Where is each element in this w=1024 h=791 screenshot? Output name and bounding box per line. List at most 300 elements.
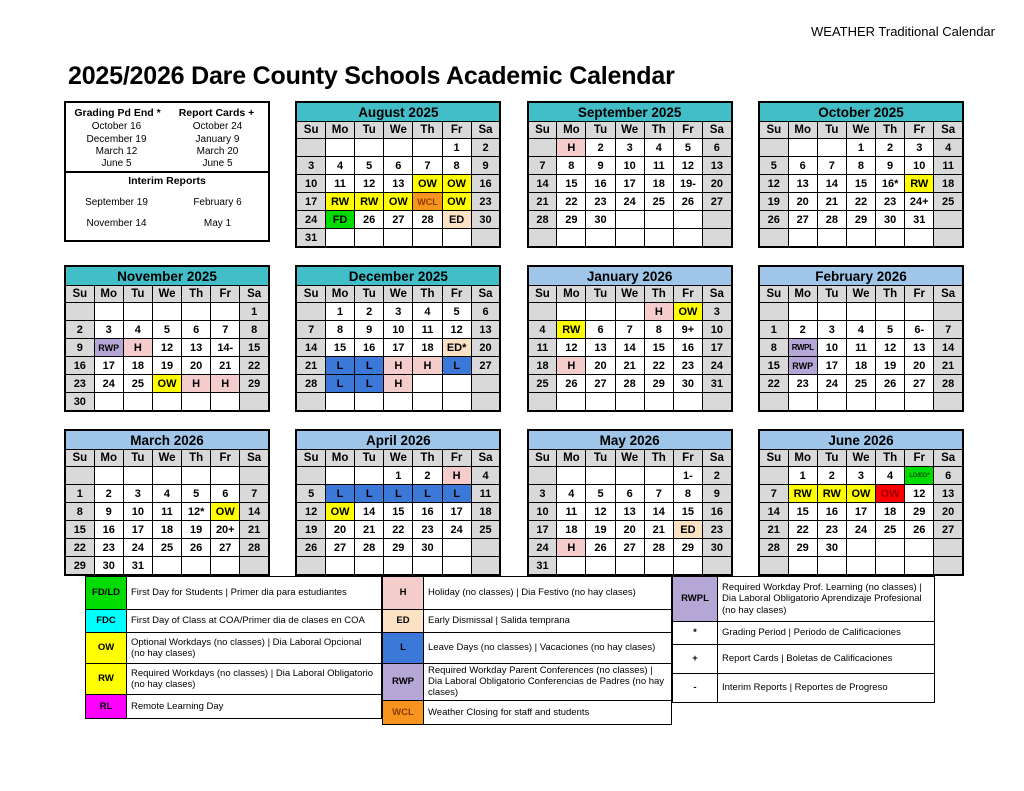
- empty-day-cell: [471, 375, 500, 393]
- weekday-header: Su: [296, 286, 325, 303]
- event-cell-rw: RW: [325, 193, 354, 211]
- day-cell: 19: [876, 357, 905, 375]
- day-cell: 10: [615, 157, 644, 175]
- calendar-row-3: [64, 429, 964, 576]
- month-calendar-march-2026: [64, 429, 270, 576]
- month-calendar-may-2026: [527, 429, 733, 576]
- day-cell: 12: [355, 175, 384, 193]
- empty-day-cell: [442, 393, 471, 412]
- day-cell: 3: [296, 157, 325, 175]
- empty-day-cell: [846, 393, 875, 412]
- empty-day-cell: [788, 229, 817, 248]
- day-cell: 7: [644, 485, 673, 503]
- day-cell: 31: [703, 375, 732, 393]
- day-cell: 4: [528, 321, 557, 339]
- empty-day-cell: [644, 557, 673, 576]
- empty-day-cell: [211, 393, 240, 412]
- weekday-header: We: [615, 450, 644, 467]
- day-cell: 23: [817, 521, 846, 539]
- day-cell: 20: [182, 357, 211, 375]
- day-cell: 26: [673, 193, 702, 211]
- interim-date: May 1: [203, 217, 232, 229]
- day-cell: 2: [703, 467, 732, 485]
- weekday-header: Th: [182, 286, 211, 303]
- day-cell: 17: [615, 175, 644, 193]
- weekday-header: Sa: [934, 286, 963, 303]
- day-cell: 29: [240, 375, 269, 393]
- interim-date: February 6: [193, 197, 242, 208]
- day-cell: 3: [817, 321, 846, 339]
- empty-day-cell: [817, 303, 846, 321]
- day-cell: 24: [442, 521, 471, 539]
- empty-day-cell: [296, 393, 325, 412]
- empty-day-cell: [934, 303, 963, 321]
- legend-description: Weather Closing for staff and students: [424, 700, 672, 724]
- day-cell: 1: [384, 467, 413, 485]
- day-cell: 23: [94, 539, 123, 557]
- empty-day-cell: [182, 557, 211, 576]
- day-cell: 29: [65, 557, 94, 576]
- day-cell: 15: [673, 503, 702, 521]
- day-cell: 24: [817, 375, 846, 393]
- day-cell: 20+: [211, 521, 240, 539]
- day-cell: 12*: [182, 503, 211, 521]
- legend-key-fdc: FDC: [86, 610, 127, 633]
- empty-day-cell: [759, 557, 788, 576]
- month-calendar-february-2026: [758, 265, 964, 412]
- day-cell: 13: [905, 339, 934, 357]
- empty-day-cell: [442, 539, 471, 557]
- day-cell: 2: [586, 139, 615, 157]
- day-cell: 30: [673, 375, 702, 393]
- weekday-header: Th: [413, 450, 442, 467]
- event-cell-ow: OW: [442, 193, 471, 211]
- empty-day-cell: [296, 467, 325, 485]
- interim-rows: [66, 188, 268, 241]
- day-cell: 10: [384, 321, 413, 339]
- weekday-header: Fr: [673, 286, 702, 303]
- empty-day-cell: [123, 393, 152, 412]
- day-cell: 12: [152, 339, 181, 357]
- event-cell-wcl: WCL: [413, 193, 442, 211]
- day-cell: 16: [471, 175, 500, 193]
- day-cell: 5: [673, 139, 702, 157]
- day-cell: 28: [296, 375, 325, 393]
- empty-day-cell: [644, 229, 673, 248]
- empty-day-cell: [846, 229, 875, 248]
- empty-day-cell: [557, 393, 586, 412]
- day-cell: 5: [442, 303, 471, 321]
- day-cell: 6-: [905, 321, 934, 339]
- day-cell: 4: [325, 157, 354, 175]
- day-cell: 6: [586, 321, 615, 339]
- day-cell: 8: [673, 485, 702, 503]
- day-cell: 20: [471, 339, 500, 357]
- day-cell: 25: [123, 375, 152, 393]
- day-cell: 20: [615, 521, 644, 539]
- month-calendar-august-2025: [295, 101, 501, 248]
- day-cell: 13: [384, 175, 413, 193]
- weekday-header: Fr: [905, 450, 934, 467]
- day-cell: 14: [296, 339, 325, 357]
- day-cell: 1: [65, 485, 94, 503]
- legend-description: Required Workday Parent Conferences (no classes) | Dia Laboral Obligatorio Conferencias de Padres (no hay clases): [424, 664, 672, 701]
- day-cell: 3: [528, 485, 557, 503]
- empty-day-cell: [876, 539, 905, 557]
- day-cell: 25: [934, 193, 963, 211]
- empty-day-cell: [673, 211, 702, 229]
- event-cell-l: L: [442, 357, 471, 375]
- day-cell: 11: [413, 321, 442, 339]
- weekday-header: Tu: [355, 286, 384, 303]
- legend-description: Interim Reports | Reportes de Progreso: [718, 674, 935, 703]
- empty-day-cell: [615, 211, 644, 229]
- day-cell: 5: [586, 485, 615, 503]
- weekday-header: We: [615, 122, 644, 139]
- empty-day-cell: [384, 393, 413, 412]
- legend-description: Early Dismissal | Salida temprana: [424, 610, 672, 633]
- day-cell: 7: [934, 321, 963, 339]
- day-cell: 5: [876, 321, 905, 339]
- day-cell: 10: [296, 175, 325, 193]
- empty-day-cell: [788, 139, 817, 157]
- empty-day-cell: [644, 467, 673, 485]
- legend-description: Leave Days (no classes) | Vacaciones (no hay clases): [424, 633, 672, 664]
- day-cell: 18: [557, 521, 586, 539]
- weekday-header: Su: [759, 122, 788, 139]
- empty-day-cell: [442, 557, 471, 576]
- day-cell: 16: [355, 339, 384, 357]
- day-cell: 17: [384, 339, 413, 357]
- empty-day-cell: [152, 303, 181, 321]
- day-cell: 24: [528, 539, 557, 557]
- empty-day-cell: [586, 393, 615, 412]
- day-cell: 28: [644, 539, 673, 557]
- empty-day-cell: [65, 303, 94, 321]
- event-cell-ow: OW: [673, 303, 702, 321]
- weekday-header: Su: [528, 450, 557, 467]
- empty-day-cell: [152, 467, 181, 485]
- day-cell: 30: [876, 211, 905, 229]
- legend-key-: +: [673, 645, 718, 674]
- grading-date: October 24: [192, 121, 243, 133]
- event-cell-ed: ED*: [442, 339, 471, 357]
- day-cell: 20: [325, 521, 354, 539]
- event-cell-h: H: [557, 539, 586, 557]
- day-cell: 1-: [673, 467, 702, 485]
- empty-day-cell: [442, 229, 471, 248]
- legend-key-l: L: [383, 633, 424, 664]
- weekday-header: Mo: [557, 122, 586, 139]
- weekday-header: Th: [644, 450, 673, 467]
- day-cell: 1: [442, 139, 471, 157]
- empty-day-cell: [876, 303, 905, 321]
- grading-date: December 19: [86, 133, 147, 145]
- event-cell-rwp: RWP: [788, 357, 817, 375]
- empty-day-cell: [817, 139, 846, 157]
- empty-day-cell: [703, 229, 732, 248]
- empty-day-cell: [528, 467, 557, 485]
- empty-day-cell: [934, 557, 963, 576]
- legend-key-rw: RW: [86, 664, 127, 695]
- day-cell: 12: [557, 339, 586, 357]
- empty-day-cell: [557, 467, 586, 485]
- day-cell: 26: [355, 211, 384, 229]
- weekday-header: We: [384, 286, 413, 303]
- day-cell: 2: [355, 303, 384, 321]
- interim-row: [66, 197, 268, 208]
- day-cell: 25: [528, 375, 557, 393]
- day-cell: 31: [905, 211, 934, 229]
- empty-day-cell: [528, 139, 557, 157]
- empty-day-cell: [65, 467, 94, 485]
- grading-row: [66, 134, 268, 145]
- day-cell: 18: [846, 357, 875, 375]
- legend-description: First Day of Class at COA/Primer dia de clases en COA: [127, 610, 382, 633]
- day-cell: 27: [905, 375, 934, 393]
- month-calendar-june-2026: [758, 429, 964, 576]
- day-cell: 4: [644, 139, 673, 157]
- day-cell: 5: [152, 321, 181, 339]
- weekday-header: Sa: [703, 450, 732, 467]
- empty-day-cell: [876, 557, 905, 576]
- empty-day-cell: [152, 393, 181, 412]
- weekday-header: Fr: [905, 286, 934, 303]
- empty-day-cell: [442, 375, 471, 393]
- empty-day-cell: [471, 393, 500, 412]
- event-cell-l: L: [325, 485, 354, 503]
- empty-day-cell: [876, 393, 905, 412]
- day-cell: 23: [471, 193, 500, 211]
- legend-key-ow: OW: [86, 633, 127, 664]
- empty-day-cell: [703, 211, 732, 229]
- day-cell: 30: [471, 211, 500, 229]
- legend-key-h: H: [383, 577, 424, 610]
- empty-day-cell: [557, 303, 586, 321]
- empty-day-cell: [123, 303, 152, 321]
- event-cell-l: L: [355, 485, 384, 503]
- day-cell: 2: [817, 467, 846, 485]
- day-cell: 2: [471, 139, 500, 157]
- day-cell: 26: [905, 521, 934, 539]
- day-cell: 13: [934, 485, 963, 503]
- day-cell: 3: [384, 303, 413, 321]
- empty-day-cell: [759, 139, 788, 157]
- grading-rows: [66, 120, 268, 171]
- day-cell: 4: [123, 321, 152, 339]
- empty-day-cell: [817, 393, 846, 412]
- empty-day-cell: [325, 229, 354, 248]
- day-cell: 15: [240, 339, 269, 357]
- month-title: March 2026: [65, 430, 269, 450]
- day-cell: 6: [788, 157, 817, 175]
- day-cell: 28: [240, 539, 269, 557]
- day-cell: 23: [586, 193, 615, 211]
- empty-day-cell: [413, 557, 442, 576]
- day-cell: 14: [817, 175, 846, 193]
- weekday-header: Th: [876, 122, 905, 139]
- empty-day-cell: [586, 557, 615, 576]
- weekday-header: Tu: [355, 450, 384, 467]
- empty-day-cell: [759, 303, 788, 321]
- weekday-header: We: [615, 286, 644, 303]
- day-cell: 2: [94, 485, 123, 503]
- empty-day-cell: [934, 229, 963, 248]
- day-cell: 4: [846, 321, 875, 339]
- empty-day-cell: [325, 139, 354, 157]
- empty-day-cell: [557, 557, 586, 576]
- weekday-header: Fr: [211, 286, 240, 303]
- event-cell-rw: RW: [817, 485, 846, 503]
- empty-day-cell: [759, 229, 788, 248]
- event-cell-h: H: [644, 303, 673, 321]
- day-cell: 30: [817, 539, 846, 557]
- weekday-header: Su: [65, 286, 94, 303]
- weekday-header: Sa: [934, 122, 963, 139]
- empty-day-cell: [817, 229, 846, 248]
- day-cell: 18: [471, 503, 500, 521]
- weekday-header: Th: [876, 286, 905, 303]
- day-cell: 21: [355, 521, 384, 539]
- day-cell: 4: [876, 467, 905, 485]
- weekday-header: Sa: [471, 450, 500, 467]
- weekday-header: Tu: [586, 286, 615, 303]
- legend-key-wcl: WCL: [383, 700, 424, 724]
- day-cell: 19: [152, 357, 181, 375]
- legend-column-2: [382, 576, 672, 725]
- day-cell: 21: [644, 521, 673, 539]
- empty-day-cell: [528, 303, 557, 321]
- grading-row: [66, 146, 268, 157]
- empty-day-cell: [905, 393, 934, 412]
- weekday-header: Fr: [442, 450, 471, 467]
- event-cell-l: L: [413, 485, 442, 503]
- day-cell: 15: [759, 357, 788, 375]
- day-cell: 7: [528, 157, 557, 175]
- weekday-header: Tu: [123, 450, 152, 467]
- weekday-header: Su: [528, 122, 557, 139]
- day-cell: 22: [644, 357, 673, 375]
- day-cell: 9: [703, 485, 732, 503]
- legend-key-fdld: FD/LD: [86, 577, 127, 610]
- day-cell: 29: [905, 503, 934, 521]
- day-cell: 12: [905, 485, 934, 503]
- day-cell: 10: [528, 503, 557, 521]
- month-title: September 2025: [528, 102, 732, 122]
- legend: [85, 576, 935, 725]
- month-title: May 2026: [528, 430, 732, 450]
- day-cell: 15: [65, 521, 94, 539]
- weekday-header: We: [384, 450, 413, 467]
- day-cell: 30: [586, 211, 615, 229]
- empty-day-cell: [471, 557, 500, 576]
- day-cell: 7: [296, 321, 325, 339]
- day-cell: 12: [442, 321, 471, 339]
- empty-day-cell: [905, 229, 934, 248]
- interim-date: September 19: [85, 197, 148, 208]
- day-cell: 2: [876, 139, 905, 157]
- empty-day-cell: [355, 467, 384, 485]
- day-cell: 24: [296, 211, 325, 229]
- empty-day-cell: [182, 467, 211, 485]
- event-cell-h: H: [384, 357, 413, 375]
- day-cell: 16: [413, 503, 442, 521]
- day-cell: 14: [644, 503, 673, 521]
- legend-description: Optional Workdays (no classes) | Dia Laboral Opcional (no hay clases): [127, 633, 382, 664]
- weekday-header: Su: [759, 450, 788, 467]
- empty-day-cell: [296, 139, 325, 157]
- day-cell: 24: [615, 193, 644, 211]
- day-cell: 23: [788, 375, 817, 393]
- grading-date: June 5: [202, 158, 233, 170]
- day-cell: 13: [703, 157, 732, 175]
- day-cell: 3: [94, 321, 123, 339]
- day-cell: 6: [703, 139, 732, 157]
- empty-day-cell: [615, 393, 644, 412]
- day-cell: 22: [240, 357, 269, 375]
- day-cell: 26: [586, 539, 615, 557]
- day-cell: 28: [355, 539, 384, 557]
- day-cell: 30: [94, 557, 123, 576]
- weekday-header: Mo: [788, 450, 817, 467]
- grading-date: October 16: [91, 121, 142, 133]
- day-cell: 24+: [905, 193, 934, 211]
- weekday-header: Tu: [586, 450, 615, 467]
- day-cell: 7: [413, 157, 442, 175]
- weekday-header: Mo: [788, 122, 817, 139]
- day-cell: 25: [846, 375, 875, 393]
- day-cell: 6: [384, 157, 413, 175]
- day-cell: 7: [759, 485, 788, 503]
- empty-day-cell: [355, 139, 384, 157]
- grading-report-box: [64, 101, 270, 242]
- grading-row: [66, 121, 268, 132]
- day-cell: 25: [876, 521, 905, 539]
- weekday-header: Th: [413, 286, 442, 303]
- day-cell: 26: [557, 375, 586, 393]
- day-cell: 27: [934, 521, 963, 539]
- day-cell: 10: [703, 321, 732, 339]
- event-cell-h: H: [442, 467, 471, 485]
- day-cell: 15: [846, 175, 875, 193]
- empty-day-cell: [586, 229, 615, 248]
- weekday-header: Tu: [817, 286, 846, 303]
- day-cell: 17: [817, 357, 846, 375]
- weekday-header: Su: [65, 450, 94, 467]
- day-cell: 21: [296, 357, 325, 375]
- day-cell: 9: [94, 503, 123, 521]
- event-cell-ow: OW: [152, 375, 181, 393]
- empty-day-cell: [528, 393, 557, 412]
- legend-key-rwp: RWP: [383, 664, 424, 701]
- legend-key-ed: ED: [383, 610, 424, 633]
- report-cards-header: Report Cards +: [178, 107, 255, 119]
- legend-description: Holiday (no classes) | Dia Festivo (no hay clases): [424, 577, 672, 610]
- grading-date: March 12: [95, 145, 138, 157]
- weekday-header: Su: [528, 286, 557, 303]
- empty-day-cell: [471, 539, 500, 557]
- day-cell: 20: [703, 175, 732, 193]
- legend-description: Required Workday Prof. Learning (no classes) | Dia Laboral Obligatorio Aprendizaje Profesional (no hay clases): [718, 577, 935, 622]
- day-cell: 8: [759, 339, 788, 357]
- day-cell: 8: [240, 321, 269, 339]
- day-cell: 14: [528, 175, 557, 193]
- day-cell: 4: [413, 303, 442, 321]
- event-cell-ow: OW: [442, 175, 471, 193]
- weekday-header: Sa: [240, 286, 269, 303]
- day-cell: 4: [934, 139, 963, 157]
- day-cell: 21: [817, 193, 846, 211]
